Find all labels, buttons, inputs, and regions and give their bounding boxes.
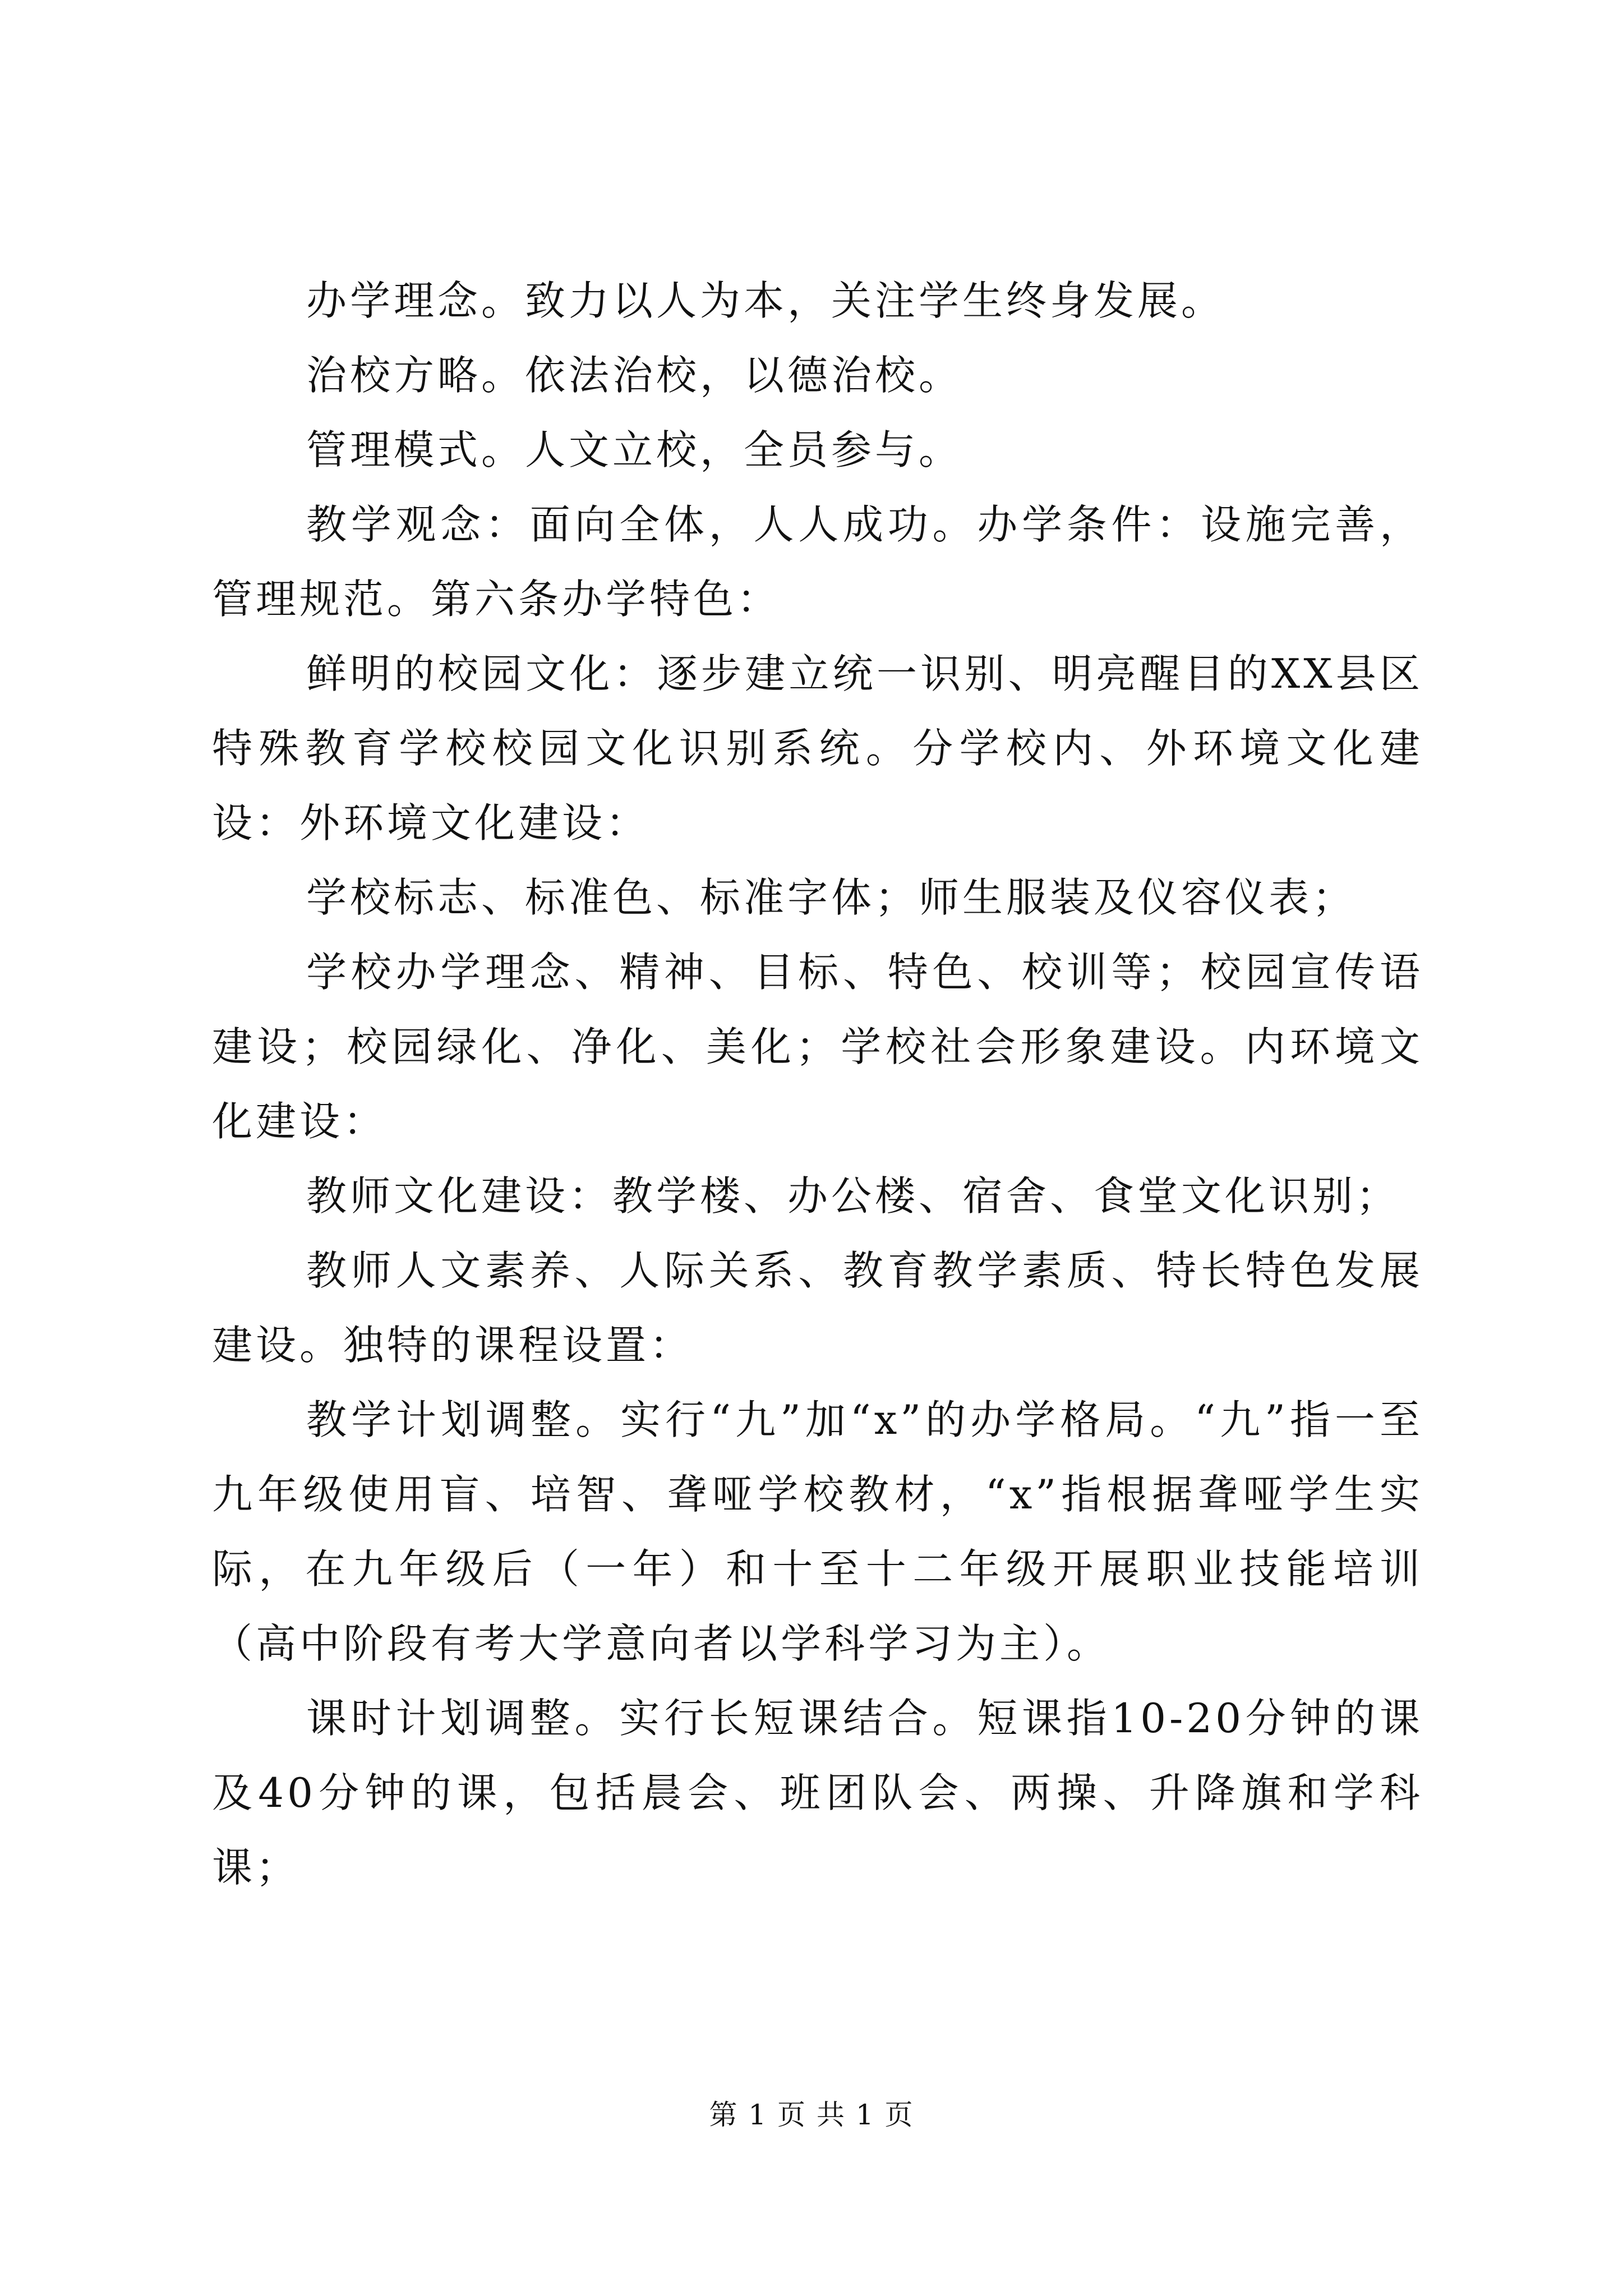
paragraph-4: 教学观念：面向全体，人人成功。办学条件：设施完善，管理规范。第六条办学特色：: [212, 501, 1423, 623]
paragraph-8: 教师文化建设：教学楼、办公楼、宿舍、食堂文化识别；: [306, 1172, 1400, 1220]
paragraph-1: 办学理念。致力以人为本，关注学生终身发展。: [306, 277, 1225, 324]
paragraph-3: 管理模式。人文立校，全员参与。: [306, 426, 963, 473]
paragraph-6: 学校标志、标准色、标准字体；师生服装及仪容仪表；: [306, 874, 1357, 921]
paragraph-9: 教师人文素养、人际关系、教育教学素质、特长特色发展建设。独特的课程设置：: [212, 1247, 1423, 1369]
paragraph-5: 鲜明的校园文化：逐步建立统一识别、明亮醒目的XX县区特殊教育学校校园文化识别系统。分学校内、外环境文化建设：外环境文化建设：: [212, 650, 1423, 846]
document-body: [212, 264, 1423, 1905]
paragraph-10: 教学计划调整。实行“九”加“x”的办学格局。“九”指一至九年级使用盲、培智、聋哑学校教材，“x”指根据聋哑学生实际，在九年级后（一年）和十至十二年级开展职业技能培训（高中阶段有考大学意向者以学科学习为主）。: [212, 1396, 1423, 1667]
page-footer: 第 1 页 共 1 页: [709, 2099, 914, 2131]
paragraph-11: 课时计划调整。实行长短课结合。短课指10-20分钟的课及40分钟的课，包括晨会、班团队会、两操、升降旗和学科课；: [212, 1695, 1423, 1891]
paragraph-7: 学校办学理念、精神、目标、特色、校训等；校园宣传语建设；校园绿化、净化、美化；学校社会形象建设。内环境文化建设：: [212, 949, 1423, 1145]
paragraph-2: 治校方略。依法治校，以德治校。: [306, 352, 963, 399]
